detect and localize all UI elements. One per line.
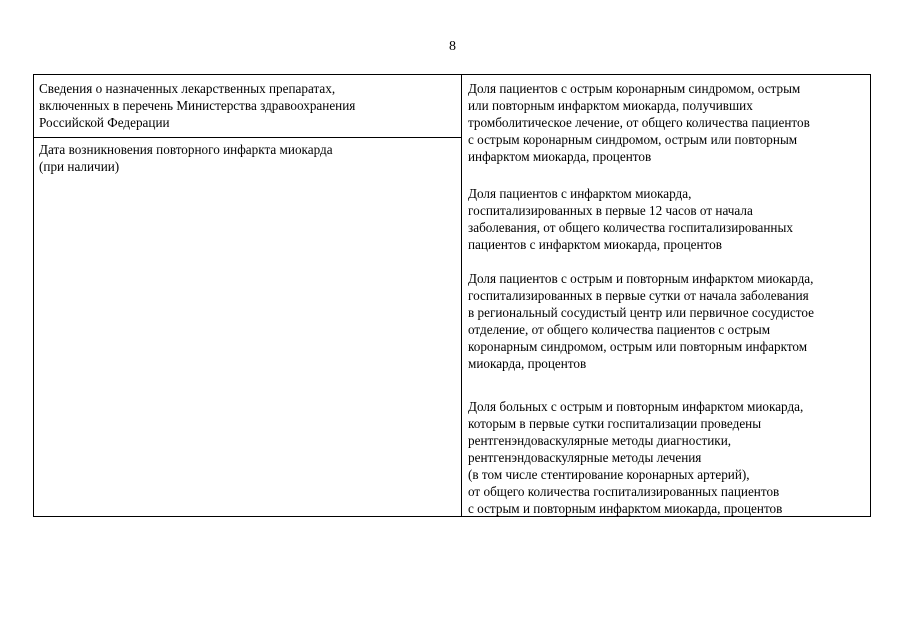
right-cell-indicator-thrombolysis: Доля пациентов с острым коронарным синдромом, острым или повторным инфарктом миокарда, получивших тромболитическое лечение, от общего количества пациентов с острым коронарным синдромом, острым или повторным инфарктом миокарда, процентов (468, 81, 810, 164)
column-divider (461, 75, 462, 516)
indicators-table (33, 74, 871, 517)
right-cell-indicator-12h-hospitalization: Доля пациентов с инфарктом миокарда, госпитализированных в первые 12 часов от начала заболевания, от общего количества госпитализированных пациентов с инфарктом миокарда, процентов (468, 186, 793, 252)
row-divider (34, 137, 462, 138)
right-cell-indicator-endovascular: Доля больных с острым и повторным инфарктом миокарда, которым в первые сутки госпитализации проведены рентгенэндоваскулярные методы диагностики, рентгенэндоваскулярные методы лечения (в том числе стентирование коронарных артерий), от общего количества госпитализированных пациентов с острым и повторным инфарктом миокарда, процентов (468, 399, 804, 516)
page-number: 8 (449, 39, 456, 54)
left-cell-drug-info: Сведения о назначенных лекарственных препаратах, включенных в перечень Министерства здравоохранения Российской Федерации (39, 81, 356, 130)
left-cell-repeat-infarction-date: Дата возникновения повторного инфаркта миокарда (при наличии) (39, 142, 333, 174)
right-cell-indicator-vascular-center: Доля пациентов с острым и повторным инфарктом миокарда, госпитализированных в первые сутки от начала заболевания в региональный сосудистый центр или первичное сосудистое отделение, от общего количества пациентов с острым коронарным синдромом, острым или повторным инфарктом миокарда, процентов (468, 271, 814, 371)
